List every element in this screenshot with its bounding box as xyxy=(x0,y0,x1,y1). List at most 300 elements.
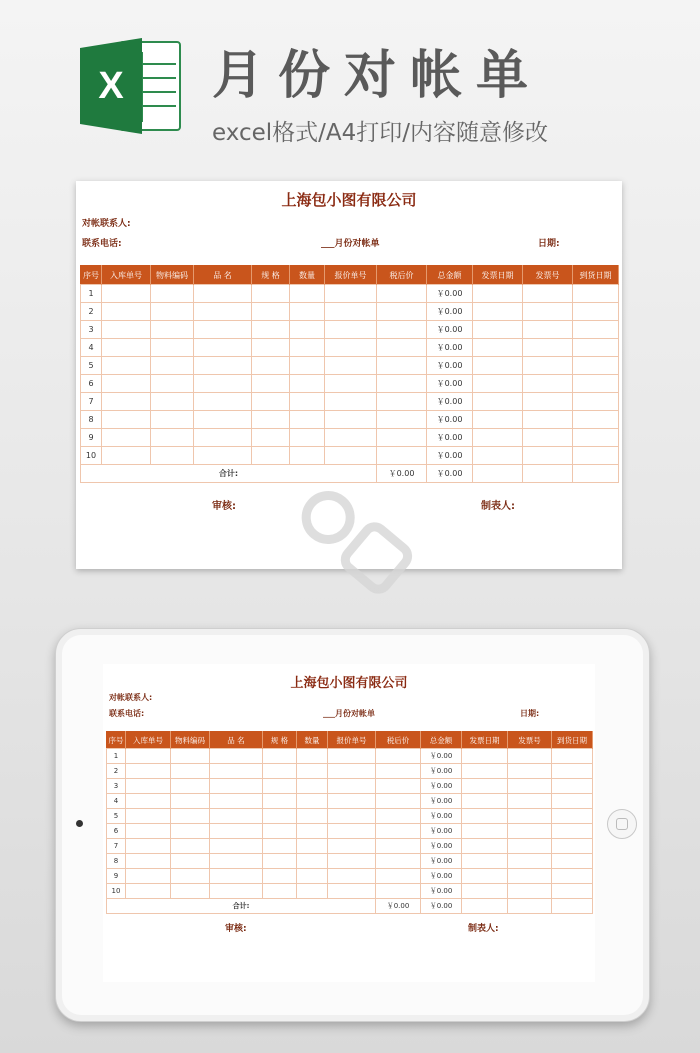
table-row xyxy=(81,357,619,375)
table-cell[interactable] xyxy=(102,375,151,393)
table-cell[interactable] xyxy=(151,447,194,465)
table-cell[interactable] xyxy=(252,429,290,447)
table-cell[interactable] xyxy=(376,749,421,764)
table-cell[interactable] xyxy=(462,779,508,794)
table-cell[interactable] xyxy=(573,303,619,321)
table-cell[interactable] xyxy=(552,824,593,839)
table-cell[interactable] xyxy=(573,447,619,465)
table-cell[interactable] xyxy=(552,839,593,854)
table-row xyxy=(107,779,593,794)
table-cell[interactable] xyxy=(473,411,523,429)
table-cell[interactable] xyxy=(102,303,151,321)
table-cell[interactable] xyxy=(171,749,210,764)
table-cell[interactable] xyxy=(462,749,508,764)
row-number-cell[interactable]: 4 xyxy=(81,339,102,357)
table-cell[interactable] xyxy=(297,839,328,854)
table-cell[interactable] xyxy=(210,749,263,764)
table-row xyxy=(81,429,619,447)
table-cell[interactable] xyxy=(290,393,325,411)
table-cell[interactable] xyxy=(377,357,427,375)
table-cell[interactable] xyxy=(263,854,297,869)
table-cell[interactable] xyxy=(263,824,297,839)
table-cell[interactable] xyxy=(328,854,376,869)
table-cell[interactable] xyxy=(297,809,328,824)
table-cell[interactable] xyxy=(102,429,151,447)
table-cell[interactable] xyxy=(102,411,151,429)
table-cell[interactable] xyxy=(328,764,376,779)
table-cell[interactable] xyxy=(263,839,297,854)
table-cell[interactable] xyxy=(473,321,523,339)
table-cell[interactable] xyxy=(473,375,523,393)
table-row xyxy=(81,339,619,357)
table-cell[interactable] xyxy=(573,357,619,375)
row-number-cell[interactable]: 5 xyxy=(107,809,126,824)
total-price: ￥0.00 xyxy=(376,899,421,914)
table-cell[interactable] xyxy=(194,303,252,321)
table-cell[interactable] xyxy=(151,339,194,357)
table-row xyxy=(81,303,619,321)
column-header: 税后价 xyxy=(377,266,427,285)
table-cell[interactable] xyxy=(325,357,377,375)
table-cell[interactable] xyxy=(473,429,523,447)
table-cell[interactable] xyxy=(151,429,194,447)
table-row xyxy=(107,809,593,824)
amount-cell[interactable]: ￥0.00 xyxy=(427,321,473,339)
table-cell[interactable] xyxy=(210,824,263,839)
column-header: 入库单号 xyxy=(102,266,151,285)
statement-title: ___月份对帐单 xyxy=(321,239,380,249)
phone-label: 联系电话: xyxy=(82,239,122,249)
table-cell[interactable] xyxy=(126,764,171,779)
table-cell[interactable] xyxy=(328,794,376,809)
total-amount: ￥0.00 xyxy=(421,899,462,914)
table-cell[interactable] xyxy=(508,854,552,869)
table-cell[interactable] xyxy=(297,779,328,794)
table-cell[interactable] xyxy=(473,393,523,411)
table-cell[interactable] xyxy=(252,303,290,321)
table-cell[interactable] xyxy=(462,869,508,884)
table-cell[interactable] xyxy=(194,285,252,303)
table-cell[interactable] xyxy=(508,824,552,839)
table-cell[interactable] xyxy=(376,854,421,869)
table-cell[interactable] xyxy=(552,854,593,869)
column-header: 规 格 xyxy=(252,266,290,285)
table-cell[interactable] xyxy=(462,764,508,779)
table-cell[interactable] xyxy=(377,429,427,447)
table-cell[interactable] xyxy=(126,794,171,809)
table-cell[interactable] xyxy=(290,357,325,375)
table-cell[interactable] xyxy=(523,357,573,375)
table-cell[interactable] xyxy=(210,854,263,869)
table-row xyxy=(81,447,619,465)
table-cell[interactable] xyxy=(126,839,171,854)
table-cell[interactable] xyxy=(328,779,376,794)
table-cell[interactable] xyxy=(376,824,421,839)
table-cell[interactable] xyxy=(171,869,210,884)
table-cell[interactable] xyxy=(210,809,263,824)
table-cell[interactable] xyxy=(523,465,573,483)
row-number-cell[interactable]: 9 xyxy=(81,429,102,447)
amount-cell[interactable]: ￥0.00 xyxy=(427,339,473,357)
page-title: 月份对帐单 xyxy=(212,46,543,106)
table-cell[interactable] xyxy=(151,357,194,375)
table-cell[interactable] xyxy=(297,854,328,869)
table-cell[interactable] xyxy=(171,779,210,794)
row-number-cell[interactable]: 9 xyxy=(107,869,126,884)
table-cell[interactable] xyxy=(573,285,619,303)
table-cell[interactable] xyxy=(325,375,377,393)
table-cell[interactable] xyxy=(328,749,376,764)
amount-cell[interactable]: ￥0.00 xyxy=(421,824,462,839)
amount-cell[interactable]: ￥0.00 xyxy=(421,839,462,854)
table-cell[interactable] xyxy=(473,339,523,357)
column-header: 发票号 xyxy=(508,732,552,749)
table-cell[interactable] xyxy=(523,429,573,447)
row-number-cell[interactable]: 7 xyxy=(107,839,126,854)
table-cell[interactable] xyxy=(552,884,593,899)
column-header: 报价单号 xyxy=(328,732,376,749)
table-cell[interactable] xyxy=(473,357,523,375)
table-cell[interactable] xyxy=(126,779,171,794)
table-cell[interactable] xyxy=(297,869,328,884)
table-cell[interactable] xyxy=(297,764,328,779)
table-cell[interactable] xyxy=(297,824,328,839)
column-header: 品 名 xyxy=(210,732,263,749)
table-cell[interactable] xyxy=(290,303,325,321)
amount-cell[interactable]: ￥0.00 xyxy=(421,884,462,899)
contact-label: 对帐联系人: xyxy=(82,219,131,229)
total-amount: ￥0.00 xyxy=(427,465,473,483)
table-cell[interactable] xyxy=(102,447,151,465)
camera-icon xyxy=(76,820,83,827)
row-number-cell[interactable]: 3 xyxy=(107,779,126,794)
amount-cell[interactable]: ￥0.00 xyxy=(421,854,462,869)
table-cell[interactable] xyxy=(462,884,508,899)
table-cell[interactable] xyxy=(523,303,573,321)
table-cell[interactable] xyxy=(290,447,325,465)
table-cell[interactable] xyxy=(171,839,210,854)
table-cell[interactable] xyxy=(151,375,194,393)
table-cell[interactable] xyxy=(194,447,252,465)
table-row xyxy=(107,824,593,839)
table-cell[interactable] xyxy=(252,393,290,411)
table-cell[interactable] xyxy=(102,339,151,357)
table-cell[interactable] xyxy=(102,357,151,375)
table-cell[interactable] xyxy=(297,794,328,809)
table-cell[interactable] xyxy=(290,321,325,339)
column-header: 总金额 xyxy=(421,732,462,749)
amount-cell[interactable]: ￥0.00 xyxy=(421,764,462,779)
table-cell[interactable] xyxy=(252,375,290,393)
table-cell[interactable] xyxy=(210,779,263,794)
statement-title: ___月份对帐单 xyxy=(323,709,375,718)
table-cell[interactable] xyxy=(508,794,552,809)
table-cell[interactable] xyxy=(290,375,325,393)
table-cell[interactable] xyxy=(263,749,297,764)
table-cell[interactable] xyxy=(462,839,508,854)
table-cell[interactable] xyxy=(151,411,194,429)
amount-cell[interactable]: ￥0.00 xyxy=(427,303,473,321)
table-cell[interactable] xyxy=(210,884,263,899)
table-cell[interactable] xyxy=(297,884,328,899)
home-button[interactable] xyxy=(607,809,637,839)
table-cell[interactable] xyxy=(377,339,427,357)
row-number-cell[interactable]: 10 xyxy=(81,447,102,465)
table-cell[interactable] xyxy=(290,411,325,429)
table-cell[interactable] xyxy=(473,447,523,465)
column-header: 入库单号 xyxy=(126,732,171,749)
table-cell[interactable] xyxy=(473,285,523,303)
amount-cell[interactable]: ￥0.00 xyxy=(421,869,462,884)
table-cell[interactable] xyxy=(102,321,151,339)
table-cell[interactable] xyxy=(194,357,252,375)
amount-cell[interactable]: ￥0.00 xyxy=(427,447,473,465)
table-cell[interactable] xyxy=(171,824,210,839)
table-cell[interactable] xyxy=(325,411,377,429)
table-cell[interactable] xyxy=(377,321,427,339)
table-cell[interactable] xyxy=(290,429,325,447)
row-number-cell[interactable]: 6 xyxy=(81,375,102,393)
table-cell[interactable] xyxy=(523,411,573,429)
table-cell[interactable] xyxy=(552,809,593,824)
column-header: 序号 xyxy=(107,732,126,749)
table-cell[interactable] xyxy=(328,839,376,854)
table-row xyxy=(81,393,619,411)
table-cell[interactable] xyxy=(508,884,552,899)
tablet-statement-sheet xyxy=(103,664,595,982)
table-cell[interactable] xyxy=(290,285,325,303)
row-number-cell[interactable]: 8 xyxy=(81,411,102,429)
table-cell[interactable] xyxy=(126,809,171,824)
table-cell[interactable] xyxy=(325,321,377,339)
table-cell[interactable] xyxy=(210,839,263,854)
table-cell[interactable] xyxy=(126,869,171,884)
date-label: 日期: xyxy=(520,709,540,718)
table-cell[interactable] xyxy=(171,884,210,899)
table-row xyxy=(107,854,593,869)
amount-cell[interactable]: ￥0.00 xyxy=(427,285,473,303)
column-header: 发票日期 xyxy=(473,266,523,285)
amount-cell[interactable]: ￥0.00 xyxy=(427,429,473,447)
table-cell[interactable] xyxy=(194,411,252,429)
table-cell[interactable] xyxy=(376,764,421,779)
table-cell[interactable] xyxy=(252,447,290,465)
table-cell[interactable] xyxy=(376,869,421,884)
table-cell[interactable] xyxy=(573,465,619,483)
table-cell[interactable] xyxy=(194,321,252,339)
table-cell[interactable] xyxy=(194,393,252,411)
table-cell[interactable] xyxy=(523,321,573,339)
table-cell[interactable] xyxy=(573,321,619,339)
table-cell[interactable] xyxy=(552,764,593,779)
table-cell[interactable] xyxy=(171,764,210,779)
column-header: 物料编码 xyxy=(171,732,210,749)
table-cell[interactable] xyxy=(325,339,377,357)
statement-table xyxy=(106,731,593,914)
table-cell[interactable] xyxy=(328,824,376,839)
amount-cell[interactable]: ￥0.00 xyxy=(427,357,473,375)
table-row xyxy=(81,375,619,393)
table-cell[interactable] xyxy=(377,393,427,411)
table-cell[interactable] xyxy=(263,869,297,884)
table-row xyxy=(107,839,593,854)
row-number-cell[interactable]: 6 xyxy=(107,824,126,839)
table-cell[interactable] xyxy=(573,429,619,447)
table-cell[interactable] xyxy=(462,899,508,914)
review-label: 审核: xyxy=(212,501,236,512)
table-cell[interactable] xyxy=(552,794,593,809)
table-cell[interactable] xyxy=(508,809,552,824)
table-cell[interactable] xyxy=(325,285,377,303)
row-number-cell[interactable]: 5 xyxy=(81,357,102,375)
column-header: 物料编码 xyxy=(151,266,194,285)
table-cell[interactable] xyxy=(523,393,573,411)
table-cell[interactable] xyxy=(290,339,325,357)
table-cell[interactable] xyxy=(462,794,508,809)
amount-cell[interactable]: ￥0.00 xyxy=(427,393,473,411)
table-cell[interactable] xyxy=(252,321,290,339)
table-cell[interactable] xyxy=(508,764,552,779)
row-number-cell[interactable]: 1 xyxy=(81,285,102,303)
table-cell[interactable] xyxy=(263,794,297,809)
table-cell[interactable] xyxy=(552,869,593,884)
amount-cell[interactable]: ￥0.00 xyxy=(427,375,473,393)
table-cell[interactable] xyxy=(573,339,619,357)
column-header: 规 格 xyxy=(263,732,297,749)
table-cell[interactable] xyxy=(376,884,421,899)
table-cell[interactable] xyxy=(325,393,377,411)
table-cell[interactable] xyxy=(377,303,427,321)
table-cell[interactable] xyxy=(376,839,421,854)
table-cell[interactable] xyxy=(151,285,194,303)
table-cell[interactable] xyxy=(523,339,573,357)
table-cell[interactable] xyxy=(194,429,252,447)
table-cell[interactable] xyxy=(328,884,376,899)
table-cell[interactable] xyxy=(508,779,552,794)
table-cell[interactable] xyxy=(508,899,552,914)
table-cell[interactable] xyxy=(377,411,427,429)
table-cell[interactable] xyxy=(126,749,171,764)
column-header: 报价单号 xyxy=(325,266,377,285)
table-cell[interactable] xyxy=(151,393,194,411)
maker-label: 制表人: xyxy=(468,924,499,934)
table-cell[interactable] xyxy=(552,899,593,914)
total-label: 合计: xyxy=(107,899,376,914)
table-cell[interactable] xyxy=(325,447,377,465)
table-cell[interactable] xyxy=(325,429,377,447)
table-cell[interactable] xyxy=(462,824,508,839)
table-cell[interactable] xyxy=(552,779,593,794)
row-number-cell[interactable]: 10 xyxy=(107,884,126,899)
table-cell[interactable] xyxy=(263,764,297,779)
table-cell[interactable] xyxy=(473,303,523,321)
table-cell[interactable] xyxy=(508,869,552,884)
table-cell[interactable] xyxy=(377,285,427,303)
table-cell[interactable] xyxy=(376,794,421,809)
table-cell[interactable] xyxy=(573,375,619,393)
table-cell[interactable] xyxy=(252,339,290,357)
table-cell[interactable] xyxy=(473,465,523,483)
logo-letter: X xyxy=(98,65,124,107)
table-cell[interactable] xyxy=(171,794,210,809)
amount-cell[interactable]: ￥0.00 xyxy=(421,749,462,764)
table-row xyxy=(107,749,593,764)
table-cell[interactable] xyxy=(210,794,263,809)
total-row xyxy=(107,899,593,914)
table-row xyxy=(81,321,619,339)
table-cell[interactable] xyxy=(523,375,573,393)
table-cell[interactable] xyxy=(263,779,297,794)
table-cell[interactable] xyxy=(462,809,508,824)
table-cell[interactable] xyxy=(376,779,421,794)
row-number-cell[interactable]: 1 xyxy=(107,749,126,764)
table-cell[interactable] xyxy=(171,809,210,824)
column-header: 品 名 xyxy=(194,266,252,285)
table-cell[interactable] xyxy=(126,884,171,899)
table-cell[interactable] xyxy=(102,393,151,411)
table-cell[interactable] xyxy=(263,884,297,899)
row-number-cell[interactable]: 7 xyxy=(81,393,102,411)
table-cell[interactable] xyxy=(126,854,171,869)
table-cell[interactable] xyxy=(126,824,171,839)
table-cell[interactable] xyxy=(573,393,619,411)
table-cell[interactable] xyxy=(252,285,290,303)
table-cell[interactable] xyxy=(297,749,328,764)
table-cell[interactable] xyxy=(462,854,508,869)
table-cell[interactable] xyxy=(328,809,376,824)
excel-logo-icon xyxy=(80,38,182,134)
amount-cell[interactable]: ￥0.00 xyxy=(421,809,462,824)
table-cell[interactable] xyxy=(210,869,263,884)
table-cell[interactable] xyxy=(151,303,194,321)
row-number-cell[interactable]: 4 xyxy=(107,794,126,809)
row-number-cell[interactable]: 3 xyxy=(81,321,102,339)
table-cell[interactable] xyxy=(151,321,194,339)
table-cell[interactable] xyxy=(328,869,376,884)
table-cell[interactable] xyxy=(573,411,619,429)
table-cell[interactable] xyxy=(171,854,210,869)
amount-cell[interactable]: ￥0.00 xyxy=(427,411,473,429)
amount-cell[interactable]: ￥0.00 xyxy=(421,779,462,794)
table-cell[interactable] xyxy=(194,375,252,393)
row-number-cell[interactable]: 2 xyxy=(107,764,126,779)
table-cell[interactable] xyxy=(325,303,377,321)
table-cell[interactable] xyxy=(523,285,573,303)
table-cell[interactable] xyxy=(508,749,552,764)
table-cell[interactable] xyxy=(377,447,427,465)
table-cell[interactable] xyxy=(552,749,593,764)
total-price: ￥0.00 xyxy=(377,465,427,483)
amount-cell[interactable]: ￥0.00 xyxy=(421,794,462,809)
page-subtitle: excel格式/A4打印/内容随意修改 xyxy=(212,120,549,146)
review-label: 审核: xyxy=(225,924,247,934)
table-cell[interactable] xyxy=(252,411,290,429)
table-cell[interactable] xyxy=(194,339,252,357)
table-row xyxy=(81,285,619,303)
table-cell[interactable] xyxy=(263,809,297,824)
table-cell[interactable] xyxy=(523,447,573,465)
table-cell[interactable] xyxy=(508,839,552,854)
total-label: 合计: xyxy=(81,465,377,483)
row-number-cell[interactable]: 2 xyxy=(81,303,102,321)
table-cell[interactable] xyxy=(102,285,151,303)
table-cell[interactable] xyxy=(376,809,421,824)
table-cell[interactable] xyxy=(210,764,263,779)
column-header: 总金额 xyxy=(427,266,473,285)
table-cell[interactable] xyxy=(377,375,427,393)
row-number-cell[interactable]: 8 xyxy=(107,854,126,869)
table-cell[interactable] xyxy=(252,357,290,375)
